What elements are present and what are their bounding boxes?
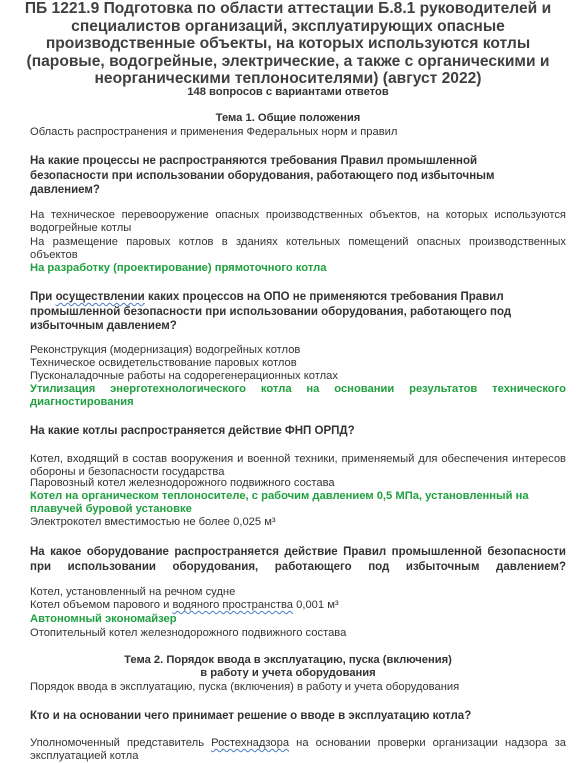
answer-4-3-correct: Автономный экономайзер	[30, 613, 177, 625]
answer-2-1: Реконструкция (модернизация) водогрейных котлов	[30, 344, 301, 356]
answer-2-3: Пусконаладочные работы на содорегенерационных котлах	[30, 370, 338, 382]
question-1: На какие процессы не распространяются требования Правил промышленной безопасности при использовании оборудования, работающего под избыточным давлением?	[30, 155, 495, 196]
topic-2-heading: Тема 2. Порядок ввода в эксплуатацию, пуска (включения) в работу и учета оборудования	[124, 654, 452, 679]
answer-1-1: На техническое перевооружение опасных производственных объектов, на которых используются водогрейные котлы	[30, 209, 566, 234]
answer-3-2: Паровозный котел железнодорожного подвижного состава	[30, 477, 335, 489]
spellcheck-phrase: водяного пространства	[172, 599, 293, 611]
answer-4-2: Котел объемом парового и водяного пространства 0,001 м³	[30, 599, 339, 611]
question-4: На какое оборудование распространяется действие Правил промышленной безопасности при использовании оборудования, работающего под избыточным давлением?	[30, 546, 566, 573]
answer-2-4-correct: Утилизация энерготехнологического котла на основании результатов технического диагностирования	[30, 383, 566, 408]
document-title: ПБ 1221.9 Подготовка по области аттестации Б.8.1 руководителей и специалистов организаций, эксплуатирующих опасные производственные объекты, на которых используются котлы (паровые, водогрейные, электрические, а также с органическими и неорганическими теплоносителями) (август 2022)	[24, 0, 552, 87]
answer-4-1: Котел, установленный на речном судне	[30, 586, 236, 598]
answer-1-3-correct: На разработку (проектирование) прямоточного котла	[30, 262, 327, 274]
question-3: На какие котлы распространяется действие ФНП ОРПД?	[30, 425, 355, 437]
answer-3-3-correct: Котел на органическом теплоносителе, с рабочим давлением 0,5 МПа, установленный на плавучей буровой установке	[30, 490, 529, 515]
answer-3-4: Электрокотел вместимостью не более 0,025 м³	[30, 516, 276, 528]
question-count: 148 вопросов с вариантами ответов	[187, 86, 389, 98]
topic-2-scope: Порядок ввода в эксплуатацию, пуска (включения) в работу и учета оборудования	[30, 681, 460, 693]
question-5: Кто и на основании чего принимает решение о вводе в эксплуатацию котла?	[30, 710, 472, 722]
answer-5-1: Уполномоченный представитель Ростехнадзора на основании проверки организации надзора за эксплуатацией котла	[30, 737, 566, 762]
topic-1-scope: Область распространения и применения Федеральных норм и правил	[30, 126, 398, 138]
question-2: При осуществлении каких процессов на ОПО не применяются требования Правил промышленной безопасности при использовании оборудования, работающего под избыточным давлением?	[30, 291, 512, 332]
spellcheck-word: осуществлении	[55, 291, 145, 303]
answer-3-1: Котел, входящий в состав вооружения и военной техники, применяемый для обеспечения интересов обороны и безопасности государства	[30, 453, 566, 478]
topic-1-heading: Тема 1. Общие положения	[215, 112, 361, 124]
answer-4-4: Отопительный котел железнодорожного подвижного состава	[30, 627, 347, 639]
spellcheck-word-2: Ростехнадзора	[211, 737, 290, 749]
answer-2-2: Техническое освидетельствование паровых котлов	[30, 357, 297, 369]
answer-1-2: На размещение паровых котлов в зданиях котельных помещений опасных производственных объектов	[30, 236, 566, 261]
